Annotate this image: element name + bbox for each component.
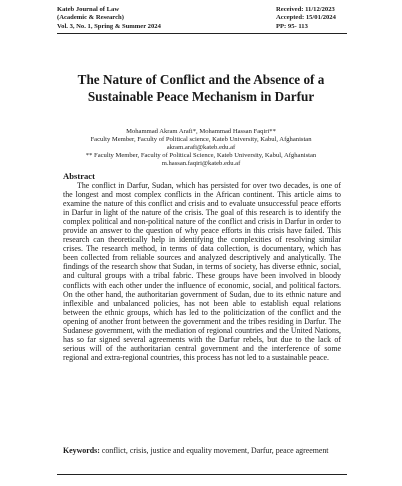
author-affiliation-1: Faculty Member, Faculty of Political science, Kateb University, Kabul, Afghanistan (90, 135, 312, 143)
author-names: Mohammad Akram Arafi*, Mohammad Hassan Faqiri** (126, 128, 276, 135)
article-dates (276, 6, 336, 31)
author-affiliation-2: ** Faculty Member, Faculty of Political Science, Kateb University, Kabul, Afghanistan (85, 151, 317, 159)
header-divider (57, 33, 347, 34)
keywords-label: Keywords: (63, 446, 100, 455)
title-line-2: Sustainable Peace Mechanism in Darfur (87, 89, 315, 104)
journal-name: Kateb Journal of Law (57, 6, 120, 13)
author-email-1[interactable]: akram.arafi@kateb.edu.af (166, 143, 236, 151)
journal-volume: Vol. 3, No. 1, Spring & Summer 2024 (57, 22, 161, 30)
journal-subtitle: (Academic & Research) (57, 14, 124, 22)
accepted-date: Accepted: 15/01/2024 (276, 14, 336, 22)
received-date: Received: 11/12/2023 (276, 6, 335, 13)
title-line-1: The Nature of Conflict and the Absence of a (77, 72, 325, 87)
author-block (40, 128, 362, 168)
page-range: PP: 95- 113 (276, 22, 308, 30)
footer-divider (57, 474, 347, 475)
author-email-2[interactable]: m.hassan.faqiri@kateb.edu.af (161, 159, 241, 167)
abstract-heading: Abstract (63, 171, 95, 181)
keywords (63, 446, 341, 456)
article-title (40, 71, 362, 105)
abstract-text: The conflict in Darfur, Sudan, which has persisted for over two decades, is one of the longest and most complex conflicts in the African continent. This article aims to examine the nature of this conflict and crisis and to evaluate unsuccessful peace efforts in Darfur in light of the nature of the crisis. The goal of this research is to identify the complex political and non-political nature of the conflict and crisis in Darfur in order to provide an answer to the question of why peace efforts in this crisis have failed. This research can theoretically help in identifying the complexities of resolving similar crises. The research method, in terms of data collection, is documentary, which has been collected from reliable sources and analyzed descriptively and analytically. The findings of the research show that Sudan, in terms of society, has diverse ethnic, social, and cultural groups with a tribal fabric. These groups have been involved in bloody conflicts with each other under the influence of economic, social, and political factors. On the other hand, the authoritarian government of Sudan, due to its ethnic nature and inflexible and unbalanced policies, has not been able to establish equal relations between the ethnic groups, which has led to the politicization of the conflict and the opening of another front between the government and the tribes residing in Darfur. The Sudanese government, with the mediation of regional countries and the United Nations, has so far signed several agreements with the Darfur rebels, but due to the lack of serious will of the authoritarian central government and the interference of some regional and extra-regional countries, this process has not led to a sustainable peace. (63, 181, 341, 362)
keywords-text: conflict, crisis, justice and equality movement, Darfur, peace agreement (101, 446, 329, 455)
journal-info (57, 6, 161, 31)
